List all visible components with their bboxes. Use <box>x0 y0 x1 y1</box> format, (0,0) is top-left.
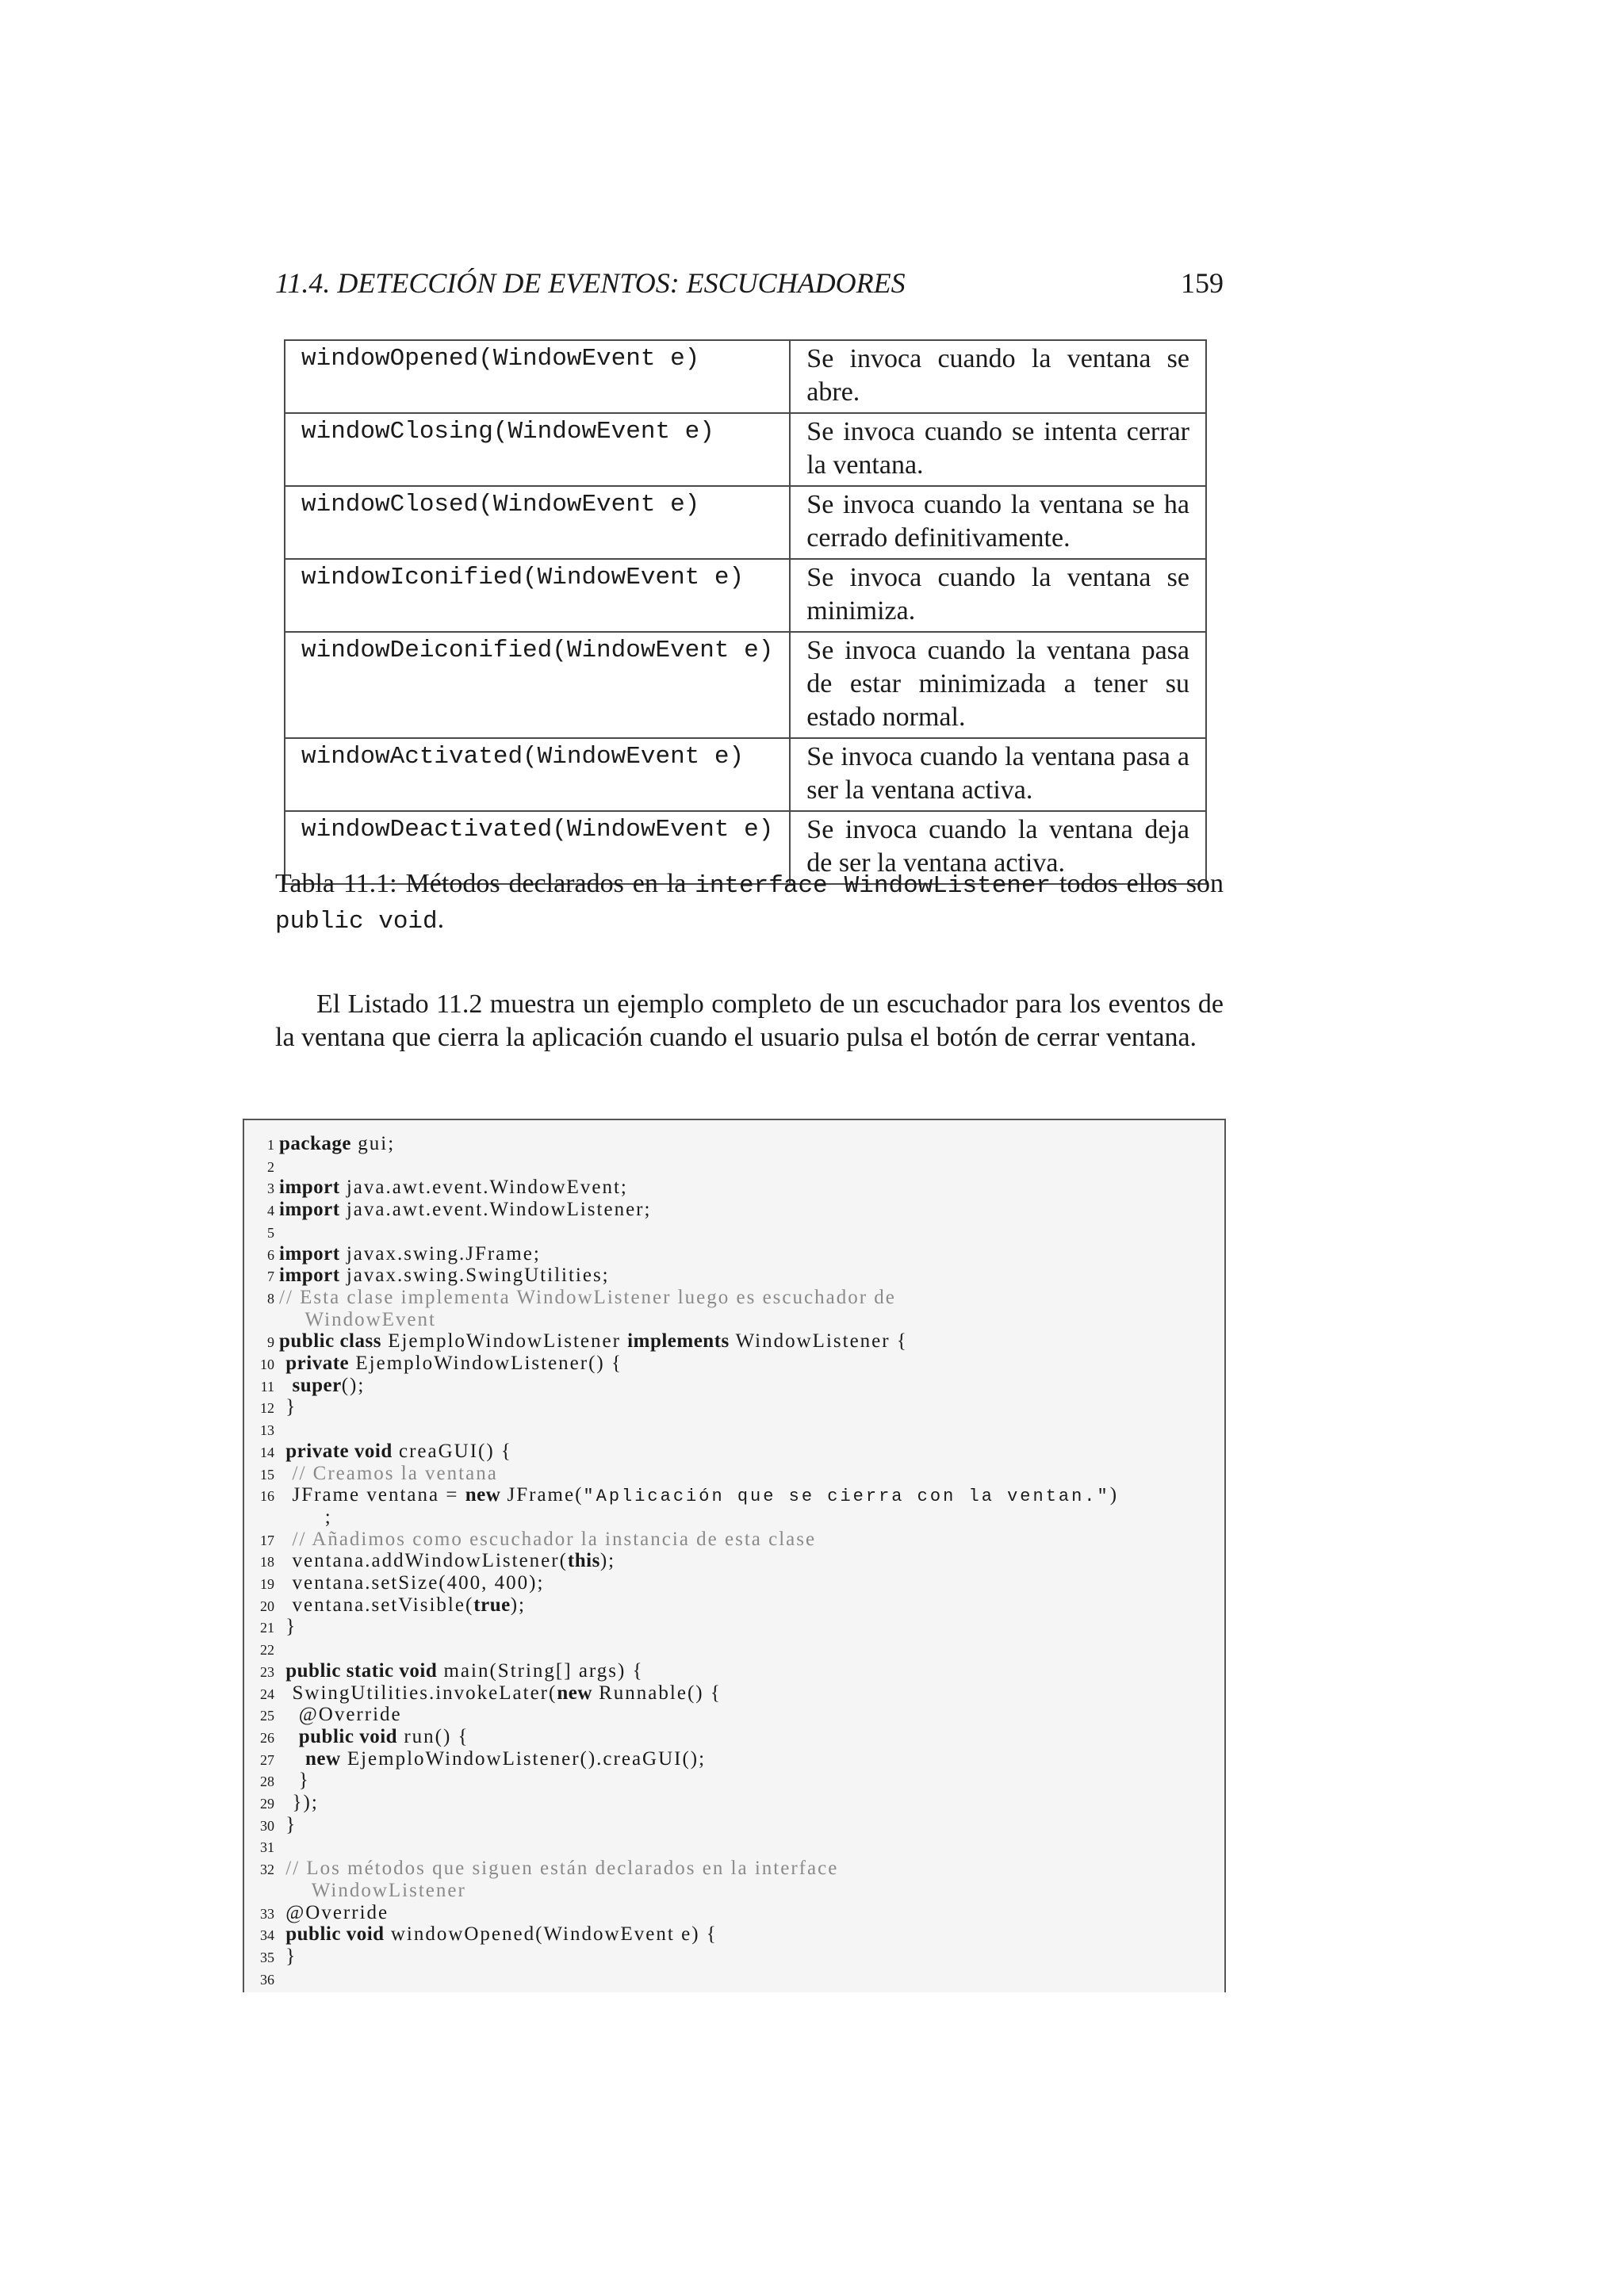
description-cell: Se invoca cuando la ventana se abre. <box>790 340 1206 413</box>
code-line <box>255 1330 908 1352</box>
code-keyword: import <box>279 1265 340 1287</box>
line-number: 18 <box>260 1554 274 1571</box>
line-number: 13 <box>260 1422 274 1439</box>
code-line <box>255 1529 816 1550</box>
page-number: 159 <box>1181 267 1224 299</box>
code-keyword: true <box>473 1594 511 1616</box>
description-cell: Se invoca cuando se intenta cerrar la ventana. <box>790 413 1206 486</box>
code-text <box>279 1748 305 1770</box>
code-keyword: import <box>279 1242 340 1265</box>
code-text: SwingUtilities.invokeLater( <box>279 1682 557 1704</box>
line-number: 30 <box>260 1817 274 1834</box>
code-keyword: package <box>279 1133 351 1154</box>
code-line <box>255 1638 279 1659</box>
code-keyword: new <box>557 1682 592 1704</box>
code-line <box>255 1946 297 1967</box>
code-line <box>255 1726 469 1747</box>
code-text: } <box>279 1813 297 1835</box>
line-number: 6 <box>267 1246 274 1263</box>
code-keyword: public static void <box>285 1659 438 1682</box>
caption-code: interface WindowListener <box>695 872 1051 900</box>
table-caption <box>275 867 1224 939</box>
table-row <box>285 632 1206 738</box>
line-number: 8 <box>267 1290 274 1307</box>
code-keyword: new <box>305 1747 341 1770</box>
line-number: 24 <box>260 1686 274 1702</box>
code-line <box>255 1616 297 1637</box>
caption-text: Tabla 11.1: Métodos declarados en la <box>275 869 695 898</box>
code-keyword: implements <box>627 1330 730 1353</box>
code-text: EjemploWindowListener().creaGUI(); <box>340 1747 707 1770</box>
line-number: 9 <box>267 1334 274 1351</box>
line-number: 2 <box>267 1158 274 1175</box>
code-line <box>255 1660 644 1682</box>
method-cell: windowClosing(WindowEvent e) <box>285 413 790 486</box>
running-head <box>275 263 1224 311</box>
code-text: ); <box>510 1594 526 1616</box>
code-line <box>255 1550 615 1571</box>
code-keyword: private void <box>285 1440 393 1462</box>
code-comment: WindowListener <box>279 1879 466 1901</box>
line-number: 3 <box>267 1181 274 1197</box>
section-title: 11.4. DETECCIÓN DE EVENTOS: ESCUCHADORES <box>275 267 906 299</box>
code-text: EjemploWindowListener <box>381 1330 628 1353</box>
code-comment: // Esta clase implementa WindowListener luego es escuchador de <box>279 1286 896 1308</box>
code-text: windowOpened(WindowEvent e) { <box>384 1923 718 1946</box>
code-line <box>255 1923 718 1945</box>
code-keyword: private <box>285 1353 350 1374</box>
code-text <box>279 1726 299 1747</box>
code-text: @Override <box>279 1704 402 1726</box>
description-cell: Se invoca cuando la ventana se ha cerrado definitivamente. <box>790 486 1206 559</box>
line-number: 10 <box>260 1357 274 1372</box>
code-text: java.awt.event.WindowEvent; <box>339 1177 628 1199</box>
code-line <box>255 1748 706 1770</box>
line-number: 19 <box>260 1576 274 1592</box>
code-line <box>255 1814 297 1835</box>
code-line <box>255 1880 466 1901</box>
table-row <box>285 413 1206 486</box>
code-line <box>255 1594 526 1616</box>
code-line <box>255 1221 279 1242</box>
code-line <box>255 1243 541 1265</box>
code-text <box>279 1463 293 1484</box>
code-text <box>279 1375 293 1396</box>
code-line <box>255 1418 279 1440</box>
code-text: } <box>279 1396 297 1418</box>
window-listener-methods-table <box>284 339 1207 885</box>
code-text: EjemploWindowListener() { <box>349 1353 622 1374</box>
line-number: 12 <box>260 1400 274 1417</box>
code-text: } <box>279 1945 297 1967</box>
code-text: run() { <box>397 1725 469 1747</box>
code-text: JFrame ventana = <box>279 1484 465 1506</box>
code-keyword: this <box>567 1550 600 1572</box>
code-line <box>255 1177 628 1198</box>
line-number: 34 <box>260 1927 274 1944</box>
code-keyword: public void <box>285 1923 385 1946</box>
code-line <box>255 1287 896 1308</box>
table-row <box>285 486 1206 559</box>
line-number: 11 <box>260 1378 274 1395</box>
code-text: Runnable() { <box>592 1682 722 1704</box>
code-text <box>279 1923 285 1945</box>
table-row <box>285 559 1206 632</box>
description-cell: Se invoca cuando la ventana pasa de estar minimizada a tener su estado normal. <box>790 632 1206 738</box>
code-line <box>255 1572 544 1594</box>
code-text: }); <box>279 1792 319 1813</box>
code-line <box>255 1506 332 1528</box>
line-number: 36 <box>260 1971 274 1988</box>
line-number: 4 <box>267 1203 274 1219</box>
code-line <box>255 1902 389 1923</box>
code-keyword: import <box>279 1177 340 1199</box>
code-text: ventana.addWindowListener( <box>279 1550 568 1572</box>
code-line <box>255 1484 1118 1506</box>
code-keyword: super <box>292 1374 342 1396</box>
line-number: 31 <box>260 1839 274 1856</box>
method-cell: windowDeactivated(WindowEvent e) <box>285 811 790 884</box>
line-number: 20 <box>260 1598 274 1614</box>
code-line <box>255 1396 297 1418</box>
code-line <box>255 1835 279 1857</box>
method-cell: windowOpened(WindowEvent e) <box>285 340 790 413</box>
line-number: 16 <box>260 1488 274 1505</box>
code-line <box>255 1463 498 1484</box>
code-line <box>255 1682 722 1704</box>
code-text: javax.swing.JFrame; <box>339 1242 541 1265</box>
code-line <box>255 1265 610 1286</box>
line-number: 27 <box>260 1751 274 1768</box>
code-line <box>255 1133 395 1154</box>
code-text: } <box>279 1770 310 1792</box>
line-number: 17 <box>260 1532 274 1548</box>
code-line <box>255 1858 838 1879</box>
code-line <box>255 1155 279 1177</box>
code-keyword: public class <box>279 1330 381 1353</box>
line-number: 21 <box>260 1620 274 1636</box>
caption-text: . <box>437 905 445 934</box>
code-line <box>255 1375 365 1396</box>
line-number: 14 <box>260 1444 274 1460</box>
code-comment: // Añadimos como escuchador la instancia de esta clase <box>292 1528 817 1550</box>
method-cell: windowIconified(WindowEvent e) <box>285 559 790 632</box>
code-comment: WindowEvent <box>279 1308 436 1330</box>
line-number: 33 <box>260 1905 274 1922</box>
code-text: javax.swing.SwingUtilities; <box>339 1265 610 1287</box>
code-listing <box>243 1119 1226 1992</box>
code-text: main(String[] args) { <box>437 1659 644 1682</box>
table-row <box>285 340 1206 413</box>
code-line <box>255 1309 436 1330</box>
line-number: 7 <box>267 1269 274 1285</box>
description-cell: Se invoca cuando la ventana se minimiza. <box>790 559 1206 632</box>
method-cell: windowActivated(WindowEvent e) <box>285 738 790 811</box>
code-text <box>279 1441 285 1462</box>
code-text: ventana.setSize(400, 400); <box>279 1572 545 1594</box>
code-text: ventana.setVisible( <box>279 1594 474 1616</box>
code-keyword: import <box>279 1199 340 1221</box>
code-text: } <box>279 1616 297 1638</box>
line-number: 22 <box>260 1642 274 1659</box>
line-number: 15 <box>260 1466 274 1483</box>
method-cell: windowDeiconified(WindowEvent e) <box>285 632 790 738</box>
code-line <box>255 1792 319 1813</box>
code-text: (); <box>341 1374 366 1396</box>
code-text: gui; <box>351 1133 396 1154</box>
code-text: ; <box>279 1506 332 1528</box>
line-number: 26 <box>260 1729 274 1746</box>
code-comment: // Los métodos que siguen están declarados en la interface <box>285 1858 839 1880</box>
code-text <box>279 1660 285 1682</box>
description-cell: Se invoca cuando la ventana pasa a ser la ventana activa. <box>790 738 1206 811</box>
code-line <box>255 1441 512 1462</box>
code-text: ); <box>599 1550 616 1572</box>
description-cell: Se invoca cuando la ventana deja de ser la ventana activa. <box>790 811 1206 884</box>
code-line <box>255 1353 622 1374</box>
line-number: 1 <box>267 1137 274 1153</box>
line-number: 25 <box>260 1708 274 1724</box>
line-number: 28 <box>260 1774 274 1790</box>
code-line <box>255 1770 310 1791</box>
code-line <box>255 1968 279 1989</box>
line-number: 5 <box>267 1224 274 1241</box>
code-text: JFrame( <box>500 1484 584 1506</box>
code-comment: // Creamos la ventana <box>292 1462 498 1484</box>
code-text: java.awt.event.WindowListener; <box>339 1199 652 1221</box>
code-keyword: new <box>465 1484 501 1506</box>
caption-code: public void <box>275 908 438 936</box>
code-text <box>279 1353 285 1374</box>
line-number: 23 <box>260 1663 274 1680</box>
table-row <box>285 738 1206 811</box>
line-number: 29 <box>260 1796 274 1812</box>
body-paragraph: El Listado 11.2 muestra un ejemplo completo de un escuchador para los eventos de la ventana que cierra la aplicación cuando el usuario pulsa el botón de cerrar ventana. <box>275 989 1224 1052</box>
code-text: @Override <box>279 1901 389 1923</box>
code-text: WindowListener { <box>729 1330 908 1353</box>
code-line <box>255 1199 651 1220</box>
code-text <box>279 1858 285 1879</box>
code-keyword: public void <box>298 1725 398 1747</box>
caption-text: todos ellos son <box>1051 869 1224 898</box>
code-line <box>255 1704 402 1725</box>
line-number: 32 <box>260 1862 274 1878</box>
method-cell: windowClosed(WindowEvent e) <box>285 486 790 559</box>
code-text <box>279 1529 293 1550</box>
code-string: "Aplicación que se cierra con la ventan." <box>583 1487 1110 1507</box>
line-number: 35 <box>260 1949 274 1965</box>
code-text: ) <box>1109 1484 1119 1506</box>
code-text: creaGUI() { <box>392 1440 512 1462</box>
